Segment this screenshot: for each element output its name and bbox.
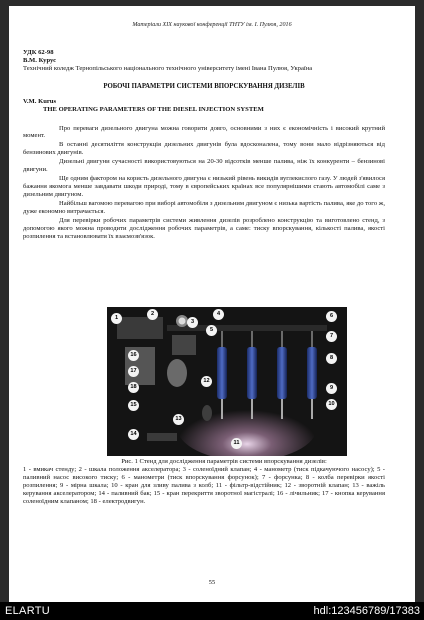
figure-marker: 4 — [213, 309, 224, 320]
figure-marker: 17 — [128, 366, 139, 377]
figure-marker: 2 — [147, 309, 158, 320]
figure-marker: 12 — [201, 376, 212, 387]
figure-marker: 7 — [326, 331, 337, 342]
handle-link[interactable]: hdl:123456789/17383 — [313, 605, 420, 617]
figure-marker: 18 — [128, 382, 139, 393]
paragraph: Дизельні двигуни сучасності використовуються на 20-30 відсотків менше палива, ніж їх конкуренти – бензинові двигуни. — [23, 158, 385, 174]
author-uk: В.М. Курус — [23, 56, 57, 64]
photo-image — [107, 307, 347, 456]
affiliation: Технічний коледж Тернопільського національного технічного університету імені Івана Пулюя, Україна — [23, 64, 313, 72]
footer-bar — [0, 602, 424, 620]
running-head: Матеріали XIX наукової конференції ТНТУ ім. І. Пулюя, 2016 — [132, 22, 292, 28]
paragraph: Найбільш вагомою перевагою при виборі автомобіля з дизельним двигуном є низька вартість палива, яке до того ж, дуже економно витрачається. — [23, 200, 385, 215]
figure-marker: 8 — [326, 353, 337, 364]
figure-marker: 13 — [173, 414, 184, 425]
figure-marker: 5 — [206, 325, 217, 336]
title-uk: РОБОЧІ ПАРАМЕТРИ СИСТЕМИ ВПОРСКУВАННЯ ДИЗЕЛІВ — [103, 82, 305, 90]
paragraph: Для перевірки робочих параметрів системи живлення дизелів розроблено конструкцію та виготовлено стенд, з допомогою якого можна проводити дослідження робочих параметрів, а саме: тиску впорскування, кількості палива, якості розпилення та встановлювати їх взаємозв'язок. — [23, 216, 385, 240]
caption-body: 1 - вмикач стенду; 2 - шкала положення акселератора; 3 - соленоїдний клапан; 4 - манометр (тиск підкачуючого насосу); 5 - паливний насос високого тиску; 6 - манометри (тиск впорскування форсунок); 7 - форсунка; 8 - колба перевірки якості розпилення; 9 - мірна шкала; 10 - кран для зливу палива з колб; 11 - фільтр-відстійник; 12 - зворотній клапан; 13 - важіль керування акселератором; 14 - паливний бак; 15 - кран перекриття зворотної магістралі; 16 - лічильник; 17 - кнопка керування соленоїдним клапаном; 18 - електродвигун. — [23, 465, 385, 505]
repository-name: ELARTU — [5, 605, 50, 617]
figure-marker: 14 — [128, 429, 139, 440]
figure-marker: 1 — [111, 313, 122, 324]
article-body — [23, 49, 385, 241]
figure-caption — [23, 458, 385, 505]
paragraph: Ще одним фактором на користь дизельного двигуна є низький рівень викидів вуглекислого газу. У людей з'явилося бажання якомога менше завдавати шкоди природі, тому в європейських країнах все популярнішими стають автомобілі саме з дизельним двигуном. — [23, 175, 385, 199]
author-en: V.M. Kurus — [23, 97, 57, 105]
test-stand-photo — [107, 307, 347, 456]
figure-marker: 3 — [187, 317, 198, 328]
figure-marker: 15 — [128, 400, 139, 411]
figure-marker: 6 — [326, 311, 337, 322]
udc-code: УДК 62-98 — [23, 49, 54, 56]
figure-marker: 16 — [128, 350, 139, 361]
page-number: 55 — [208, 579, 216, 586]
paragraph: Про переваги дизельного двигуна можна говорити довго, основними з них є економічність і високий крутний момент. — [23, 124, 385, 140]
figure-marker: 10 — [326, 399, 337, 410]
figure-marker: 9 — [326, 383, 337, 394]
title-en: THE OPERATING PARAMETERS OF THE DIESEL INJECTION SYSTEM — [43, 105, 264, 113]
paragraph: В останні десятиліття конструкція дизельних двигунів була вдосконалена, тому вони мало відрізняються від бензинових двигунів. — [23, 141, 385, 157]
caption-title: Рис. 1 Стенд для дослідження параметрів системи впорскування дизелів: — [121, 458, 327, 465]
document-page — [9, 6, 415, 602]
figure-marker: 11 — [231, 438, 242, 449]
